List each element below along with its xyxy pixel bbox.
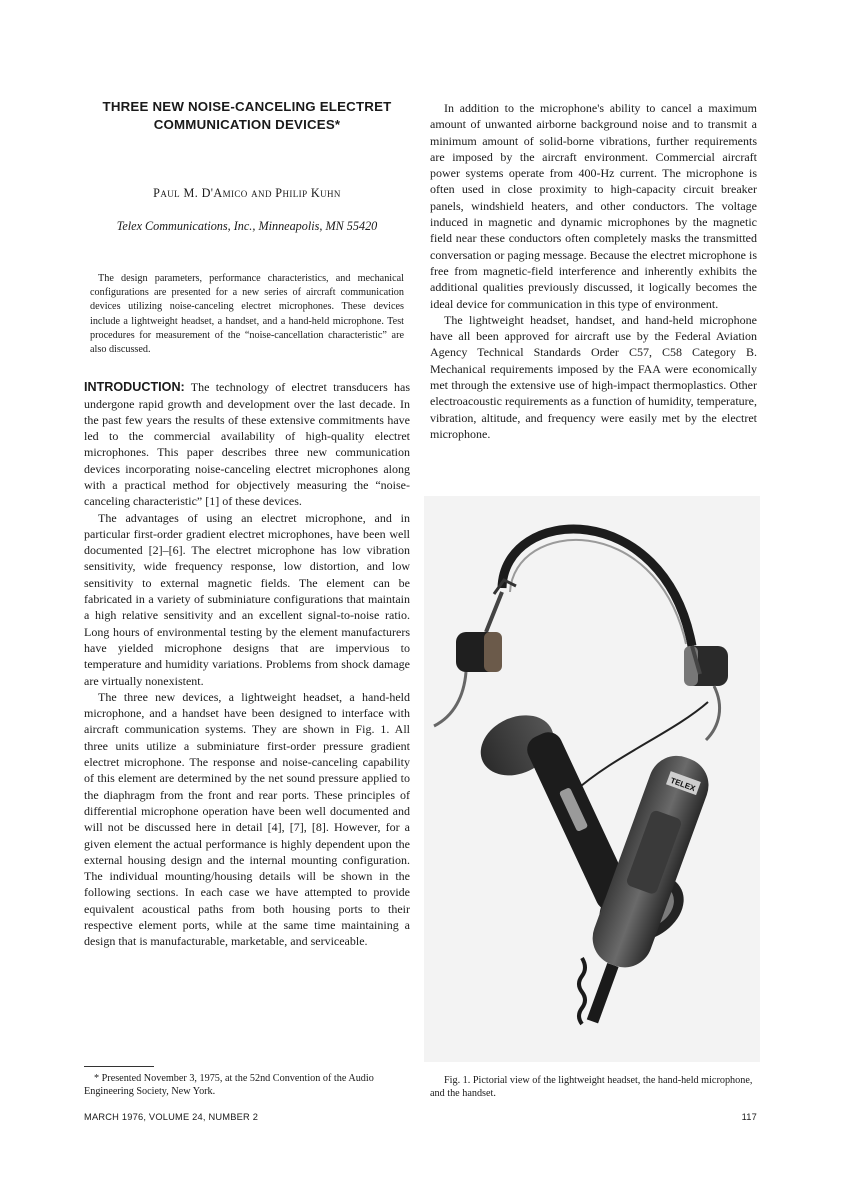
headband [502,529,692,646]
paper-title [84,98,410,134]
figure-photo [424,496,760,1062]
right-mic-boom [706,686,720,740]
left-mic-boom [434,672,466,726]
authors: Paul M. D'Amico and Philip Kuhn [153,186,341,200]
body-paragraph: The advantages of using an electret microphone, and in particular first-order gradient electret microphones, have been well documented [2]–[6]. The electret microphone has low vibration sensitivity, wide frequency response, low distortion, and low sensitivity to external magnetic fields. The element can be fabricated in a variety of subminiature configurations that maintain a high relative sensitivity and an excellent signal-to-noise ratio. Long hours of environmental testing by the element manufacturers have yielded microphone designs that are impervious to temperature and humidity variations. Problems from shock damage are virtually nonexistent. [84,510,410,688]
right-column [430,100,757,442]
body-paragraph: The lightweight headset, handset, and hand-held microphone have all been approved for aircraft use by the Federal Aviation Agency Technical Standards Order C57, C58 Category B. Mechanical requirements imposed by the FAA were economically met through the extensive use of high-impact thermoplastics. Other electroacoustic requirements as a function of humidity, temperature, vibration, altitude, and frequency were easily met by the electret microphone. [430,312,757,441]
hand-held-microphone [564,748,716,1032]
introduction-text: The technology of electret transducers has undergone rapid growth and development over the last decade. In the past few years the results of these extensive commitments have led to the commercial availability of high-quality electret microphones. This paper describes three new communication devices incorporating noise-canceling electret microphones along with a practical method for objectively measuring the “noise-canceling characteristic” [1] of these devices. [84,380,410,509]
abstract: The design parameters, performance characteristics, and mechanical configurations are presented for a new series of aircraft communication devices utilizing noise-canceling electret microphones. These devices include a lightweight headset, a handset, and a hand-held microphone. Test procedures for measurement of the “noise-cancellation characteristic” are also discussed. [90,273,404,356]
handset-coil-cord [579,958,585,1024]
footnote: * Presented November 3, 1975, at the 52nd Convention of the Audio Engineering Society, New York. [84,1073,374,1097]
footnote-rule [84,1066,154,1067]
running-footer: MARCH 1976, VOLUME 24, NUMBER 2 [84,1112,259,1122]
introduction-heading: INTRODUCTION: [84,380,185,395]
headset-handset-microphone-illustration [424,496,760,1062]
body-paragraph: The three new devices, a lightweight headset, a hand-held microphone, and a handset have been designed to interface with aircraft communication systems. They are shown in Fig. 1. All three units utilize a subminiature first-order pressure gradient electret microphone. The response and noise-canceling capability of this element are determined by the net sound pressure applied to the diaphragm from the front and rear ports. These principles of differential microphone operation have been well documented and will not be discussed here in detail [4], [7], [8]. However, for a given element the actual performance is highly dependent upon the external housing design and the internal mounting configuration. The individual mounting/housing details will be shown in the following sections. In each case we have attempted to provide equivalent acoustical paths from both housing ports to their respective element ports, while at the same time maintaining a design that is manufacturable, marketable, and serviceable. [84,689,410,949]
figure-caption: Fig. 1. Pictorial view of the lightweight headset, the hand-held microphone, and the handset. [430,1075,753,1099]
brand-label: TELEX [669,775,697,794]
introduction-paragraph [84,379,410,509]
title-line-1: THREE NEW NOISE-CANCELING ELECTRET [102,99,392,114]
left-column [84,98,410,950]
affiliation: Telex Communications, Inc., Minneapolis, MN 55420 [116,219,378,233]
body-paragraph: In addition to the microphone's ability to cancel a maximum amount of unwanted airborne background noise and to transmit a minimum amount of solid-borne vibrations, further requirements are imposed by the aircraft environment. Commercial aircraft power systems operate from 400-Hz current. The microphone is often used in close proximity to high-capacity circuit breaker panels, windshield heaters, and other conductors. The voltage induced in magnetic and dynamic microphones by the magnetic field near these conductors often completely masks the transmitted conversation or paging message. Because the electret microphone is free from magnetic-field interference and inherently exhibits the additional qualities previously discussed, it logically becomes the ideal device for communication in this type of environment. [430,101,757,311]
title-line-2: COMMUNICATION DEVICES* [153,117,341,132]
page-number: 117 [741,1112,757,1122]
